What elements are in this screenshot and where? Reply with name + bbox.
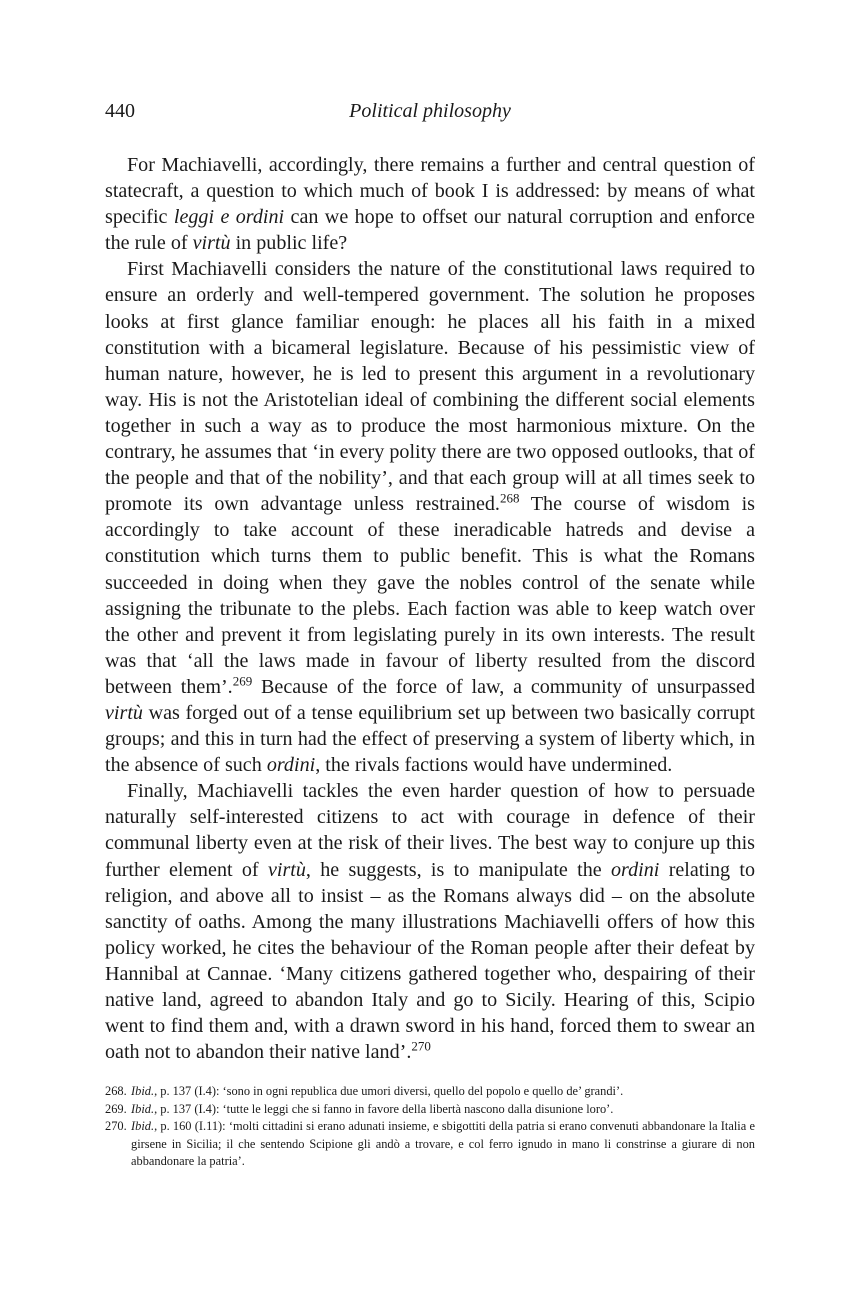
footnote-number: 268. — [105, 1084, 127, 1099]
text-run: can we hope to offset our natural corruption and enforce the rule of — [105, 206, 755, 255]
text-run: is addressed: by means of what specific — [105, 180, 756, 229]
text-run: First Machiavelli considers the nature of the constitutional laws required to ensure an orderly and well-tempered government. The solution he proposes looks at first glance familiar enough: he places all his faith in a mixed constitution with a bicameral legislature. Because of his pessimistic view of human nature, however, he is led to present this argument in a revolutionary way. His is not the Aristotelian ideal of combining the different social elements together in such a way as to produce the most harmonious mixture. On the contrary, he assumes that ‘in every polity there are two opposed outlooks, that of the people and that of the nobility’, and that each group will at all times seek to promote its own advantage unless restrained. — [105, 258, 755, 516]
footnote-269 — [105, 1101, 755, 1119]
footnote-reference: 270 — [411, 1038, 431, 1054]
footnote-text — [131, 1083, 755, 1101]
paragraph-2 — [105, 256, 755, 778]
italic-term: virtù — [267, 858, 306, 881]
running-title: Political philosophy — [349, 100, 511, 122]
footnote-text — [131, 1101, 755, 1119]
book-page — [105, 100, 755, 1171]
footnote-number: 269. — [105, 1101, 127, 1116]
italic-term: Ibid. — [131, 1119, 155, 1134]
italic-term: Ibid. — [131, 1101, 155, 1116]
text-run: , p. 160 (I.11): ‘molti cittadini si erano adunati insieme, e sbigottiti della patria si erano convenuti abbandonare la Italia e girsene in Sicilia; il che sentendo Scipione gli andò a trovare, e col ferro ignudo in mano li constrinse a giurare di non abbandonare la patria’. — [131, 1119, 755, 1169]
footnote-text — [131, 1118, 755, 1171]
footnotes — [105, 1083, 755, 1171]
text-run: , he suggests, is to manipulate the — [305, 858, 611, 881]
book-number: I — [481, 180, 489, 203]
body-text — [105, 152, 755, 1065]
text-run: in public life? — [230, 232, 348, 255]
text-run: was forged out of a tense equilibrium set up between two basically corrupt groups; and this in turn had the effect of preserving a system of liberty which, in the absence of such — [105, 701, 755, 777]
italic-term: ordini — [611, 858, 660, 881]
italic-term: Ibid. — [131, 1084, 155, 1099]
footnote-270 — [105, 1118, 755, 1171]
text-run: relating to religion, and above all to insist – as the Romans always did – on the absolute sanctity of oaths. Among the many illustrations Machiavelli offers of how this policy worked, he cites the behaviour of the Roman people after their defeat by Hannibal at Cannae. ‘Many citizens gathered together who, despairing of their native land, agreed to abandon Italy and go to Sicily. Hearing of this, Scipio went to find them and, with a drawn sword in his hand, forced them to swear an oath not to abandon their native land’. — [105, 858, 756, 1064]
italic-term: virtù — [105, 701, 143, 724]
page-number: 440 — [105, 100, 135, 122]
text-run: Finally, Machiavelli tackles the even harder question of how to persuade naturally self-interested citizens to act with courage in defence of their communal liberty even at the risk of their lives. The best way to conjure up this further element of — [105, 780, 755, 881]
text-run: For Machiavelli, accordingly, there remains a further and central question of statecraft, a question to which much of book — [105, 154, 755, 203]
paragraph-1 — [105, 152, 755, 256]
text-run: The course of wisdom is accordingly to take account of these ineradicable hatreds and devise a constitution which turns them to public benefit. This is what the Romans succeeded in doing when they gave the nobles control of the senate while assigning the tribunate to the plebs. Each faction was able to keep watch over the other and prevent it from legislating purely in its own interests. The result was that ‘all the laws made in favour of liberty resulted from the discord between them’. — [105, 493, 755, 698]
footnote-number: 270. — [105, 1119, 127, 1134]
italic-term: leggi e ordini — [173, 206, 285, 229]
page-header — [105, 100, 755, 132]
footnote-reference: 268 — [499, 490, 520, 506]
italic-term: virtù — [192, 232, 231, 255]
text-run: , p. 137 (I.4): ‘tutte le leggi che si fanno in favore della libertà nascono dalla disunione loro’. — [154, 1101, 614, 1116]
text-run: Because of the force of law, a community of unsurpassed — [252, 675, 756, 698]
text-run: , the rivals factions would have undermined. — [315, 754, 673, 777]
italic-term: ordini — [266, 754, 316, 777]
footnote-reference: 269 — [232, 673, 253, 689]
text-run: , p. 137 (I.4): ‘sono in ogni republica due umori diversi, quello del popolo e quello de’ grandi’. — [154, 1084, 624, 1099]
footnote-268 — [105, 1083, 755, 1101]
paragraph-3 — [105, 778, 755, 1065]
